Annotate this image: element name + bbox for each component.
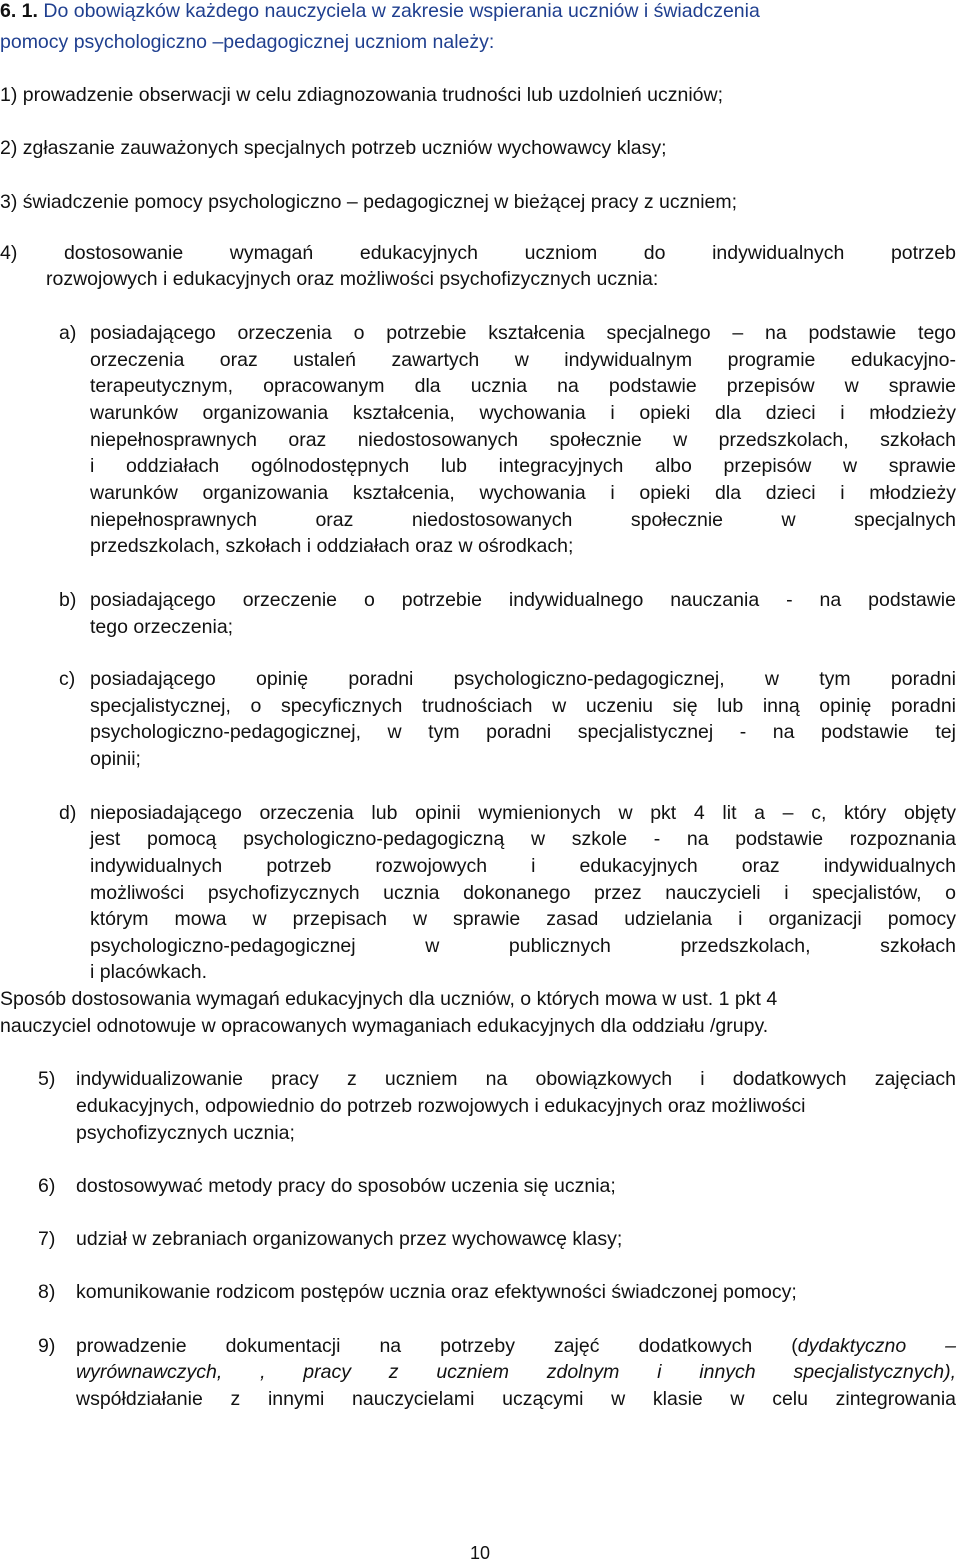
note-line1: Sposób dostosowania wymagań edukacyjnych dla uczniów, o których mowa w ust. 1 pkt 4 xyxy=(0,988,778,1010)
list-item-9-line2: wyrównawczych, , pracy z uczniem zdolnym i innych specjalistycznych), xyxy=(76,1361,956,1383)
sub-item-d-line: psychologiczno-pedagogicznej w publicznych przedszkolach, szkołach xyxy=(90,935,956,957)
section-intro-line2: pomocy psychologiczno –pedagogicznej uczniom należy: xyxy=(0,31,495,53)
sub-item-c-label: c) xyxy=(59,668,76,690)
sub-item-a-line: posiadającego orzeczenia o potrzebie kształcenia specjalnego – na podstawie tego xyxy=(90,322,956,344)
section-intro: Do obowiązków każdego nauczyciela w zakresie wspierania uczniów i świadczenia xyxy=(43,0,760,22)
sub-item-a-line: przedszkolach, szkołach i oddziałach oraz w ośrodkach; xyxy=(90,535,574,557)
sub-item-c-line: psychologiczno-pedagogicznej, w tym poradni specjalistycznej - na podstawie tej xyxy=(90,721,956,743)
sub-item-c-line: posiadającego opinię poradni psychologiczno-pedagogicznej, w tym poradni xyxy=(90,668,956,690)
list-item-9-line3: współdziałanie z innymi nauczycielami uczącymi w klasie w celu zintegrowania xyxy=(76,1388,956,1410)
list-item-4-line2: rozwojowych i edukacyjnych oraz możliwości psychofizycznych ucznia: xyxy=(46,268,659,290)
sub-item-d-line: i placówkach. xyxy=(90,961,208,983)
sub-item-b-line: posiadającego orzeczenie o potrzebie indywidualnego nauczania - na podstawie xyxy=(90,589,956,611)
list-item-9-number: 9) xyxy=(38,1335,56,1357)
sub-item-a-line: warunków organizowania kształcenia, wychowania i opieki dla dzieci i młodzieży xyxy=(90,482,956,504)
sub-item-a-label: a) xyxy=(59,322,77,344)
list-item-3: 3) świadczenie pomocy psychologiczno – pedagogicznej w bieżącej pracy z uczniem; xyxy=(0,191,738,213)
sub-item-a-line: niepełnosprawnych oraz niedostosowanych społecznie w przedszkolach, szkołach xyxy=(90,429,956,451)
sub-item-d-label: d) xyxy=(59,802,77,824)
list-item-7: udział w zebraniach organizowanych przez wychowawcę klasy; xyxy=(76,1228,623,1250)
list-item-8: komunikowanie rodzicom postępów ucznia oraz efektywności świadczonej pomocy; xyxy=(76,1281,797,1303)
sub-item-a-line: terapeutycznym, opracowanym dla ucznia na podstawie przepisów w sprawie xyxy=(90,375,956,397)
section-intro-line1 xyxy=(0,0,958,25)
sub-item-c-line: opinii; xyxy=(90,748,141,770)
list-item-5-line: edukacyjnych, odpowiednio do potrzeb rozwojowych i edukacyjnych oraz możliwości xyxy=(76,1095,806,1117)
list-item-9-line1-italic: dydaktyczno – xyxy=(797,1335,956,1357)
list-item-8-number: 8) xyxy=(38,1281,56,1303)
sub-item-d-line: którym mowa w przepisach w sprawie zasad udzielania i organizacji pomocy xyxy=(90,908,956,930)
list-item-5-number: 5) xyxy=(38,1068,56,1090)
sub-item-d-line: nieposiadającego orzeczenia lub opinii wymienionych w pkt 4 lit a – c, który objęty xyxy=(90,802,956,824)
list-item-6: dostosowywać metody pracy do sposobów uczenia się ucznia; xyxy=(76,1175,616,1197)
list-item-5-line: indywidualizowanie pracy z uczniem na obowiązkowych i dodatkowych zajęciach xyxy=(76,1068,956,1090)
list-item-1: 1) prowadzenie obserwacji w celu zdiagnozowania trudności lub uzdolnień uczniów; xyxy=(0,84,723,106)
sub-item-b-line: tego orzeczenia; xyxy=(90,616,234,638)
note-line2: nauczyciel odnotowuje w opracowanych wymaganiach edukacyjnych dla oddziału /grupy. xyxy=(0,1015,769,1037)
sub-item-a-line: warunków organizowania kształcenia, wychowania i opieki dla dzieci i młodzieży xyxy=(90,402,956,424)
sub-item-b-label: b) xyxy=(59,589,77,611)
sub-item-a-line: i oddziałach ogólnodostępnych lub integracyjnych albo przepisów w sprawie xyxy=(90,455,956,477)
list-item-5-line: psychofizycznych ucznia; xyxy=(76,1122,295,1144)
sub-item-d-line: indywidualnych potrzeb rozwojowych i edukacyjnych oraz indywidualnych xyxy=(90,855,956,877)
sub-item-a-line: orzeczenia oraz ustaleń zawartych w indywidualnym programie edukacyjno- xyxy=(90,349,956,371)
list-item-7-number: 7) xyxy=(38,1228,56,1250)
list-item-4-line1: 4) dostosowanie wymagań edukacyjnych uczniom do indywidualnych potrzeb xyxy=(0,242,956,264)
sub-item-a-line: niepełnosprawnych oraz niedostosowanych społecznie w specjalnych xyxy=(90,509,956,531)
page-number: 10 xyxy=(469,1543,491,1563)
list-item-9-line1 xyxy=(76,1333,956,1360)
sub-item-c-line: specjalistycznej, o specyficznych trudnościach w uczeniu się lub inną opinię poradni xyxy=(90,695,956,717)
sub-item-d-line: jest pomocą psychologiczno-pedagogiczną w szkole - na podstawie rozpoznania xyxy=(90,828,956,850)
list-item-9-line1-text: prowadzenie dokumentacji na potrzeby zajęć dodatkowych ( xyxy=(76,1335,798,1357)
list-item-2: 2) zgłaszanie zauważonych specjalnych potrzeb uczniów wychowawcy klasy; xyxy=(0,137,667,159)
section-number: 6. 1. xyxy=(0,0,38,22)
sub-item-d-line: możliwości psychofizycznych ucznia dokonanego przez nauczycieli i specjalistów, o xyxy=(90,882,956,904)
list-item-6-number: 6) xyxy=(38,1175,56,1197)
